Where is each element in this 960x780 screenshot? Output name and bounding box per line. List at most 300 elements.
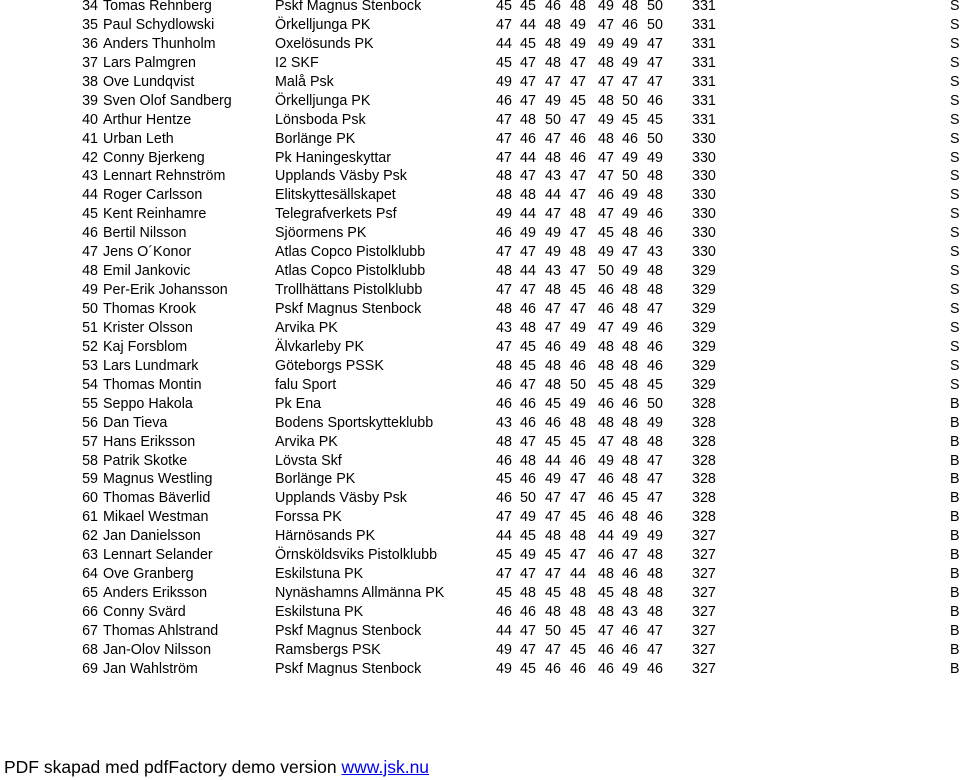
series-score-cell: 48 bbox=[520, 111, 536, 128]
series-score-cell: 47 bbox=[496, 111, 512, 128]
series-score-cell: 45 bbox=[520, 35, 536, 52]
series-score-cell: 46 bbox=[496, 452, 512, 469]
series-score-cell: 49 bbox=[622, 319, 638, 336]
series-score-cell: 49 bbox=[570, 395, 586, 412]
series-score-cell: 49 bbox=[545, 244, 561, 261]
series-score-cell: 48 bbox=[598, 54, 614, 71]
total-cell: 327 bbox=[692, 566, 716, 583]
series-score-cell: 44 bbox=[598, 528, 614, 545]
place-cell: 41 bbox=[82, 130, 98, 147]
series-score-cell: 45 bbox=[520, 660, 536, 677]
series-score-cell: 48 bbox=[545, 528, 561, 545]
club-cell: Härnösands PK bbox=[275, 528, 376, 545]
series-score-cell: 48 bbox=[496, 263, 512, 280]
series-score-cell: 47 bbox=[570, 168, 586, 185]
footer-link[interactable]: www.jsk.nu bbox=[341, 757, 430, 777]
series-score-cell: 44 bbox=[520, 206, 536, 223]
place-cell: 49 bbox=[82, 282, 98, 299]
club-cell: Telegrafverkets Psf bbox=[275, 206, 397, 223]
class-cell: B bbox=[950, 395, 960, 412]
class-cell: B bbox=[950, 471, 960, 488]
series-score-cell: 44 bbox=[545, 187, 561, 204]
series-score-cell: 48 bbox=[622, 452, 638, 469]
club-cell: Pk Haningeskyttar bbox=[275, 149, 392, 166]
series-score-cell: 48 bbox=[520, 585, 536, 602]
series-score-cell: 47 bbox=[647, 452, 663, 469]
series-score-cell: 46 bbox=[598, 660, 614, 677]
total-cell: 331 bbox=[692, 111, 716, 128]
series-score-cell: 47 bbox=[545, 73, 561, 90]
place-cell: 63 bbox=[82, 547, 98, 564]
series-score-cell: 47 bbox=[520, 282, 536, 299]
shooter-name-cell: Jens O´Konor bbox=[103, 244, 192, 261]
result-row bbox=[0, 470, 960, 489]
series-score-cell: 45 bbox=[496, 585, 512, 602]
shooter-name-cell: Patrik Skotke bbox=[103, 452, 188, 469]
shooter-name-cell: Conny Bjerkeng bbox=[103, 149, 205, 166]
result-row bbox=[0, 338, 960, 357]
place-cell: 69 bbox=[82, 660, 98, 677]
place-cell: 47 bbox=[82, 244, 98, 261]
series-score-cell: 44 bbox=[545, 452, 561, 469]
club-cell: Göteborgs PSSK bbox=[275, 357, 384, 374]
result-row bbox=[0, 73, 960, 92]
series-score-cell: 45 bbox=[520, 528, 536, 545]
class-cell: B bbox=[950, 660, 960, 677]
total-cell: 327 bbox=[692, 585, 716, 602]
club-cell: Upplands Väsby Psk bbox=[275, 490, 407, 507]
series-score-cell: 48 bbox=[598, 604, 614, 620]
series-score-cell: 46 bbox=[598, 471, 614, 488]
club-cell: Atlas Copco Pistolklubb bbox=[275, 263, 426, 280]
series-score-cell: 47 bbox=[647, 73, 663, 90]
series-score-cell: 48 bbox=[647, 566, 663, 583]
series-score-cell: 50 bbox=[545, 622, 561, 639]
result-row bbox=[0, 300, 960, 319]
series-score-cell: 46 bbox=[598, 641, 614, 658]
series-score-cell: 48 bbox=[570, 206, 586, 223]
series-score-cell: 48 bbox=[570, 604, 586, 620]
total-cell: 327 bbox=[692, 547, 716, 564]
series-score-cell: 47 bbox=[520, 73, 536, 90]
series-score-cell: 43 bbox=[647, 244, 663, 261]
series-score-cell: 47 bbox=[647, 54, 663, 71]
class-cell: B bbox=[950, 622, 960, 639]
place-cell: 38 bbox=[82, 73, 98, 90]
shooter-name-cell: Sven Olof Sandberg bbox=[103, 92, 232, 109]
class-cell: S bbox=[950, 263, 960, 280]
series-score-cell: 45 bbox=[496, 547, 512, 564]
place-cell: 39 bbox=[82, 92, 98, 109]
shooter-name-cell: Jan Danielsson bbox=[103, 528, 201, 545]
series-score-cell: 47 bbox=[545, 319, 561, 336]
series-score-cell: 49 bbox=[622, 660, 638, 677]
shooter-name-cell: Thomas Krook bbox=[103, 301, 196, 317]
club-cell: Pskf Magnus Stenbock bbox=[275, 0, 422, 14]
series-score-cell: 44 bbox=[496, 622, 512, 639]
series-score-cell: 49 bbox=[647, 414, 663, 431]
club-cell: I2 SKF bbox=[275, 54, 319, 71]
class-cell: S bbox=[950, 35, 960, 52]
class-cell: S bbox=[950, 111, 960, 128]
shooter-name-cell: Lars Palmgren bbox=[103, 54, 196, 71]
club-cell: Borlänge PK bbox=[275, 471, 356, 488]
club-cell: Älvkarleby PK bbox=[275, 338, 364, 355]
series-score-cell: 46 bbox=[598, 395, 614, 412]
series-score-cell: 47 bbox=[496, 244, 512, 261]
series-score-cell: 46 bbox=[496, 395, 512, 412]
result-row bbox=[0, 16, 960, 35]
series-score-cell: 49 bbox=[545, 471, 561, 488]
series-score-cell: 50 bbox=[570, 376, 586, 393]
series-score-cell: 48 bbox=[520, 319, 536, 336]
total-cell: 331 bbox=[692, 16, 716, 33]
class-cell: B bbox=[950, 566, 960, 583]
class-cell: S bbox=[950, 16, 960, 33]
place-cell: 57 bbox=[82, 433, 98, 450]
class-cell: B bbox=[950, 641, 960, 658]
shooter-name-cell: Tomas Rehnberg bbox=[103, 0, 212, 14]
series-score-cell: 49 bbox=[622, 528, 638, 545]
total-cell: 331 bbox=[692, 73, 716, 90]
result-row bbox=[0, 414, 960, 433]
total-cell: 329 bbox=[692, 301, 716, 317]
series-score-cell: 49 bbox=[647, 149, 663, 166]
footer-text: PDF skapad med pdfFactory demo version bbox=[4, 757, 342, 777]
shooter-name-cell: Kaj Forsblom bbox=[103, 338, 188, 355]
series-score-cell: 48 bbox=[647, 547, 663, 564]
total-cell: 328 bbox=[692, 509, 716, 526]
series-score-cell: 47 bbox=[598, 319, 614, 336]
series-score-cell: 49 bbox=[598, 35, 614, 52]
result-row bbox=[0, 508, 960, 527]
shooter-name-cell: Paul Schydlowski bbox=[103, 16, 215, 33]
class-cell: S bbox=[950, 130, 960, 147]
series-score-cell: 45 bbox=[647, 111, 663, 128]
series-score-cell: 43 bbox=[545, 263, 561, 280]
series-score-cell: 49 bbox=[570, 35, 586, 52]
total-cell: 327 bbox=[692, 641, 716, 658]
series-score-cell: 44 bbox=[520, 263, 536, 280]
series-score-cell: 48 bbox=[622, 338, 638, 355]
series-score-cell: 47 bbox=[598, 433, 614, 450]
club-cell: Malå Psk bbox=[275, 73, 334, 90]
class-cell: S bbox=[950, 187, 960, 204]
series-score-cell: 45 bbox=[622, 490, 638, 507]
club-cell: Pk Ena bbox=[275, 395, 322, 412]
series-score-cell: 48 bbox=[622, 0, 638, 14]
class-cell: S bbox=[950, 319, 960, 336]
place-cell: 52 bbox=[82, 338, 98, 355]
shooter-name-cell: Anders Eriksson bbox=[103, 585, 208, 602]
series-score-cell: 46 bbox=[647, 225, 663, 242]
series-score-cell: 47 bbox=[598, 149, 614, 166]
place-cell: 61 bbox=[82, 509, 98, 526]
class-cell: S bbox=[950, 73, 960, 90]
series-score-cell: 43 bbox=[496, 414, 512, 431]
shooter-name-cell: Roger Carlsson bbox=[103, 187, 203, 204]
place-cell: 46 bbox=[82, 225, 98, 242]
series-score-cell: 48 bbox=[647, 187, 663, 204]
series-score-cell: 47 bbox=[545, 301, 561, 317]
club-cell: Örkelljunga PK bbox=[275, 16, 371, 33]
series-score-cell: 49 bbox=[496, 641, 512, 658]
result-row bbox=[0, 376, 960, 395]
series-score-cell: 48 bbox=[622, 585, 638, 602]
series-score-cell: 46 bbox=[520, 395, 536, 412]
series-score-cell: 45 bbox=[520, 357, 536, 374]
series-score-cell: 43 bbox=[545, 168, 561, 185]
result-row bbox=[0, 546, 960, 565]
series-score-cell: 44 bbox=[520, 16, 536, 33]
series-score-cell: 47 bbox=[570, 490, 586, 507]
total-cell: 328 bbox=[692, 433, 716, 450]
total-cell: 329 bbox=[692, 376, 716, 393]
result-row bbox=[0, 641, 960, 660]
place-cell: 37 bbox=[82, 54, 98, 71]
class-cell: S bbox=[950, 225, 960, 242]
shooter-name-cell: Krister Olsson bbox=[103, 319, 193, 336]
series-score-cell: 43 bbox=[622, 604, 638, 620]
series-score-cell: 47 bbox=[570, 187, 586, 204]
series-score-cell: 46 bbox=[545, 338, 561, 355]
series-score-cell: 48 bbox=[570, 0, 586, 14]
club-cell: Örkelljunga PK bbox=[275, 92, 371, 109]
series-score-cell: 48 bbox=[545, 604, 561, 620]
total-cell: 330 bbox=[692, 130, 716, 147]
total-cell: 330 bbox=[692, 225, 716, 242]
series-score-cell: 48 bbox=[545, 54, 561, 71]
series-score-cell: 47 bbox=[545, 206, 561, 223]
series-score-cell: 48 bbox=[545, 282, 561, 299]
series-score-cell: 48 bbox=[622, 357, 638, 374]
class-cell: S bbox=[950, 206, 960, 223]
series-score-cell: 49 bbox=[520, 547, 536, 564]
series-score-cell: 45 bbox=[496, 54, 512, 71]
series-score-cell: 48 bbox=[622, 414, 638, 431]
series-score-cell: 49 bbox=[520, 225, 536, 242]
class-cell: S bbox=[950, 168, 960, 185]
result-row bbox=[0, 281, 960, 300]
series-score-cell: 48 bbox=[520, 452, 536, 469]
shooter-name-cell: Urban Leth bbox=[103, 130, 174, 147]
series-score-cell: 47 bbox=[545, 509, 561, 526]
series-score-cell: 47 bbox=[520, 54, 536, 71]
series-score-cell: 48 bbox=[570, 244, 586, 261]
series-score-cell: 48 bbox=[647, 263, 663, 280]
club-cell: Arvika PK bbox=[275, 433, 338, 450]
series-score-cell: 48 bbox=[622, 225, 638, 242]
series-score-cell: 45 bbox=[570, 433, 586, 450]
place-cell: 53 bbox=[82, 357, 98, 374]
shooter-name-cell: Kent Reinhamre bbox=[103, 206, 207, 223]
place-cell: 34 bbox=[82, 0, 98, 14]
series-score-cell: 47 bbox=[545, 641, 561, 658]
club-cell: Lönsboda Psk bbox=[275, 111, 366, 128]
result-row bbox=[0, 167, 960, 186]
series-score-cell: 48 bbox=[622, 509, 638, 526]
series-score-cell: 50 bbox=[520, 490, 536, 507]
result-row bbox=[0, 452, 960, 471]
series-score-cell: 48 bbox=[496, 357, 512, 374]
series-score-cell: 46 bbox=[520, 414, 536, 431]
shooter-name-cell: Thomas Montin bbox=[103, 376, 202, 393]
result-row bbox=[0, 149, 960, 168]
total-cell: 329 bbox=[692, 338, 716, 355]
series-score-cell: 47 bbox=[622, 73, 638, 90]
series-score-cell: 45 bbox=[520, 0, 536, 14]
series-score-cell: 46 bbox=[520, 301, 536, 317]
club-cell: Upplands Väsby Psk bbox=[275, 168, 407, 185]
club-cell: falu Sport bbox=[275, 376, 337, 393]
total-cell: 327 bbox=[692, 622, 716, 639]
total-cell: 327 bbox=[692, 528, 716, 545]
class-cell: B bbox=[950, 433, 960, 450]
total-cell: 328 bbox=[692, 395, 716, 412]
series-score-cell: 47 bbox=[520, 244, 536, 261]
series-score-cell: 49 bbox=[622, 263, 638, 280]
series-score-cell: 46 bbox=[496, 490, 512, 507]
series-score-cell: 48 bbox=[622, 376, 638, 393]
club-cell: Elitskyttesällskapet bbox=[275, 187, 396, 204]
result-row bbox=[0, 433, 960, 452]
club-cell: Nynäshamns Allmänna PK bbox=[275, 585, 445, 602]
shooter-name-cell: Mikael Westman bbox=[103, 509, 209, 526]
series-score-cell: 49 bbox=[545, 225, 561, 242]
shooter-name-cell: Lennart Selander bbox=[103, 547, 213, 564]
series-score-cell: 49 bbox=[647, 528, 663, 545]
series-score-cell: 47 bbox=[496, 149, 512, 166]
series-score-cell: 45 bbox=[545, 433, 561, 450]
shooter-name-cell: Bertil Nilsson bbox=[103, 225, 187, 242]
place-cell: 42 bbox=[82, 149, 98, 166]
result-row bbox=[0, 395, 960, 414]
series-score-cell: 48 bbox=[598, 92, 614, 109]
series-score-cell: 45 bbox=[545, 395, 561, 412]
series-score-cell: 45 bbox=[622, 111, 638, 128]
shooter-name-cell: Ove Lundqvist bbox=[103, 73, 195, 90]
shooter-name-cell: Hans Eriksson bbox=[103, 433, 196, 450]
series-score-cell: 47 bbox=[570, 54, 586, 71]
series-score-cell: 47 bbox=[570, 73, 586, 90]
total-cell: 330 bbox=[692, 187, 716, 204]
total-cell: 328 bbox=[692, 414, 716, 431]
series-score-cell: 47 bbox=[647, 301, 663, 317]
series-score-cell: 48 bbox=[570, 528, 586, 545]
series-score-cell: 49 bbox=[570, 319, 586, 336]
series-score-cell: 48 bbox=[496, 301, 512, 317]
series-score-cell: 47 bbox=[570, 547, 586, 564]
shooter-name-cell: Dan Tieva bbox=[103, 414, 168, 431]
place-cell: 66 bbox=[82, 604, 98, 620]
series-score-cell: 49 bbox=[622, 149, 638, 166]
total-cell: 331 bbox=[692, 54, 716, 71]
shooter-name-cell: Arthur Hentze bbox=[103, 111, 192, 128]
place-cell: 50 bbox=[82, 301, 98, 317]
series-score-cell: 45 bbox=[520, 338, 536, 355]
place-cell: 55 bbox=[82, 395, 98, 412]
total-cell: 327 bbox=[692, 660, 716, 677]
total-cell: 328 bbox=[692, 471, 716, 488]
place-cell: 40 bbox=[82, 111, 98, 128]
class-cell: B bbox=[950, 604, 960, 620]
series-score-cell: 48 bbox=[598, 338, 614, 355]
series-score-cell: 48 bbox=[647, 604, 663, 620]
series-score-cell: 44 bbox=[496, 35, 512, 52]
series-score-cell: 45 bbox=[496, 471, 512, 488]
series-score-cell: 48 bbox=[647, 433, 663, 450]
result-row bbox=[0, 92, 960, 111]
series-score-cell: 47 bbox=[570, 471, 586, 488]
series-score-cell: 45 bbox=[570, 282, 586, 299]
series-score-cell: 46 bbox=[570, 660, 586, 677]
series-score-cell: 47 bbox=[496, 282, 512, 299]
series-score-cell: 46 bbox=[622, 16, 638, 33]
series-score-cell: 46 bbox=[622, 395, 638, 412]
result-row bbox=[0, 565, 960, 584]
series-score-cell: 48 bbox=[545, 35, 561, 52]
pdf-footer bbox=[4, 756, 429, 778]
place-cell: 64 bbox=[82, 566, 98, 583]
series-score-cell: 47 bbox=[496, 130, 512, 147]
series-score-cell: 47 bbox=[598, 16, 614, 33]
series-score-cell: 48 bbox=[545, 16, 561, 33]
series-score-cell: 45 bbox=[545, 547, 561, 564]
series-score-cell: 50 bbox=[647, 395, 663, 412]
series-score-cell: 47 bbox=[520, 641, 536, 658]
class-cell: S bbox=[950, 357, 960, 374]
series-score-cell: 46 bbox=[496, 92, 512, 109]
series-score-cell: 49 bbox=[496, 660, 512, 677]
series-score-cell: 47 bbox=[570, 111, 586, 128]
class-cell: B bbox=[950, 490, 960, 507]
class-cell: S bbox=[950, 301, 960, 317]
series-score-cell: 46 bbox=[496, 225, 512, 242]
result-row bbox=[0, 54, 960, 73]
shooter-name-cell: Emil Jankovic bbox=[103, 263, 191, 280]
series-score-cell: 49 bbox=[622, 187, 638, 204]
series-score-cell: 46 bbox=[622, 566, 638, 583]
series-score-cell: 49 bbox=[598, 111, 614, 128]
series-score-cell: 47 bbox=[598, 206, 614, 223]
total-cell: 327 bbox=[692, 604, 716, 620]
series-score-cell: 45 bbox=[570, 92, 586, 109]
shooter-name-cell: Jan Wahlström bbox=[103, 660, 198, 677]
series-score-cell: 48 bbox=[496, 168, 512, 185]
series-score-cell: 49 bbox=[570, 338, 586, 355]
series-score-cell: 46 bbox=[545, 660, 561, 677]
series-score-cell: 44 bbox=[496, 528, 512, 545]
series-score-cell: 48 bbox=[545, 149, 561, 166]
series-score-cell: 43 bbox=[496, 319, 512, 336]
series-score-cell: 48 bbox=[496, 433, 512, 450]
series-score-cell: 47 bbox=[647, 471, 663, 488]
series-score-cell: 46 bbox=[622, 130, 638, 147]
series-score-cell: 48 bbox=[570, 585, 586, 602]
total-cell: 329 bbox=[692, 319, 716, 336]
series-score-cell: 49 bbox=[598, 452, 614, 469]
total-cell: 329 bbox=[692, 282, 716, 299]
series-score-cell: 46 bbox=[520, 604, 536, 620]
series-score-cell: 46 bbox=[520, 471, 536, 488]
place-cell: 62 bbox=[82, 528, 98, 545]
class-cell: S bbox=[950, 92, 960, 109]
total-cell: 328 bbox=[692, 490, 716, 507]
shooter-name-cell: Jan-Olov Nilsson bbox=[103, 641, 212, 658]
shooter-name-cell: Ove Granberg bbox=[103, 566, 194, 583]
series-score-cell: 45 bbox=[598, 585, 614, 602]
shooter-name-cell: Lars Lundmark bbox=[103, 357, 199, 374]
